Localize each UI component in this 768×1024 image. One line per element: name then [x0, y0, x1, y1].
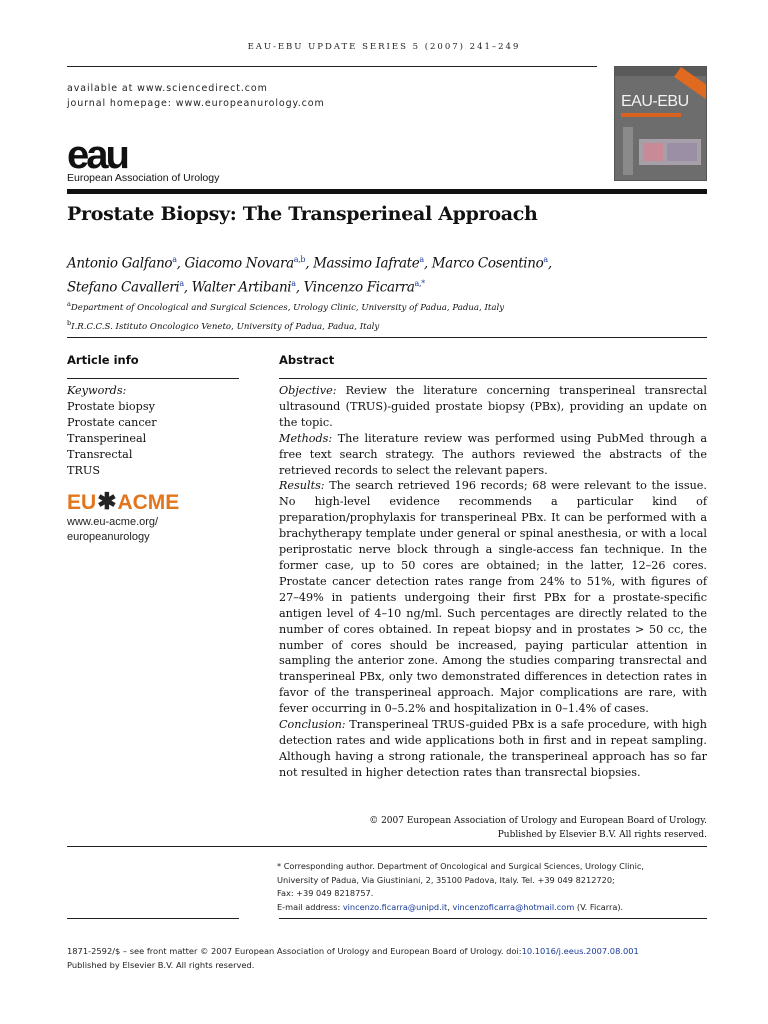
abstract-rule — [279, 378, 707, 379]
keywords-block — [67, 383, 157, 478]
sciencedirect-link[interactable]: available at www.sciencedirect.com — [67, 83, 268, 94]
journal-homepage-link[interactable]: journal homepage: www.europeanurology.com — [67, 98, 325, 109]
author-name: Stefano Cavalleri — [67, 279, 180, 295]
author-affiliation-mark: a — [419, 255, 424, 264]
affiliation-item: $^b$I.R.C.C.S. Istituto Oncologico Veneto, University of Padua, Padua, Italy — [67, 319, 380, 333]
article-info-rule — [67, 378, 239, 379]
cover-image-thumb — [643, 143, 663, 161]
abstract-conclusion: Conclusion: Transperineal TRUS-guided PBx is a safe procedure, with high detection rates and wide applications both in first and in repeat sampling. Although having a strong rationale, the transperineal approach has so far not resulted in higher detection rates than transrectal biopsies. — [279, 718, 707, 779]
availability-block — [67, 81, 325, 111]
author-name: Antonio Galfano — [67, 255, 173, 272]
abstract-methods: Methods: The literature review was performed using PubMed through a free text search strategy. The authors reviewed the abstracts of the retrieved records to select the relevant papers. — [279, 431, 707, 477]
eu-acme-url-path[interactable]: europeanurology — [67, 531, 150, 543]
email-link[interactable]: vincenzoficarra@hotmail.com — [452, 901, 575, 912]
corresponding-author-note: * Corresponding author. Department of Oncological and Surgical Sciences, Urology Clinic, University of Padua, Via Giustiniani, 2, 35100 Padova, Italy. Tel. +39 049 8212720; Fax: +39 049 8218757. E-mail address: vincenzo.ficarra@unipd.it, vincenzoficarra@hotmail.com (V. Ficarra). — [277, 861, 645, 912]
eau-logo-mark: eau — [67, 133, 127, 177]
author-name: Marco Cosentino — [431, 255, 544, 272]
eau-logo-org-name: European Association of Urology — [67, 172, 220, 184]
affiliation-item: $^a$Department of Oncological and Surgical Sciences, Urology Clinic, University of Padua, Padua, Italy — [67, 300, 505, 313]
abstract-objective: Objective: Review the literature concerning transperineal transrectal ultrasound (TRUS)-guided prostate biopsy (PBx), providing an update on the topic. — [279, 384, 707, 429]
cover-image-thumb — [667, 143, 697, 161]
cover-accent-bar — [621, 113, 681, 117]
author-affiliation-mark: a — [543, 255, 548, 264]
abstract-heading: Abstract — [279, 353, 335, 367]
abstract-end-rule — [67, 846, 707, 847]
email-link[interactable]: vincenzo.ficarra@unipd.it — [342, 901, 448, 912]
eu-acme-badge[interactable] — [67, 489, 179, 545]
author-affiliation-mark: a,b — [293, 255, 306, 264]
title-rule — [67, 189, 707, 194]
keyword-item: Prostate biopsy — [67, 399, 155, 413]
author-name: Giacomo Novara — [184, 255, 294, 272]
abstract-results: Results: The search retrieved 196 records; 68 were relevant to the issue. No high-level evidence recommends a particular kind of preparation/prophylaxis for transperineal PBx. It can be performed with a brachytherapy template under general or spinal anesthesia, or with a local periprostatic nerve block through a single-access fan technique. In the former case, up to 50 cores are obtained; in the latter, 12–26 cores. Prostate cancer detection rates range from 24% to 51%, with figures of 27–49% in patients undergoing their first PBx for a prostate-specific antigen level of 4–10 ng/ml. Such percentages are directly related to the number of cores obtained. In repeat biopsy and in prostates > 50 cc, the number of cores should be increased, paying particular attention in sampling the anterior zone. Among the studies comparing transrectal and transperineal PBx, only two demonstrated differences in detection rates in favor of the transperineal approach. Major complications are rare, with fever occurring in 0–5.2% and hospitalization in 0–1.4% of cases. — [279, 479, 707, 716]
eu-acme-logo: EU✱ACME — [67, 488, 180, 514]
author-name: Vincenzo Ficarra — [303, 279, 415, 295]
running-head: EAU-EBU UPDATE SERIES 5 (2007) 241–249 — [247, 42, 521, 52]
keyword-item: TRUS — [67, 463, 100, 477]
eu-acme-url[interactable]: www.eu-acme.org/ — [67, 516, 159, 528]
page-footer: 1871-2592/$ – see front matter © 2007 European Association of Urology and European Board of Urology. doi:10.1016/j.eeus.2007.08.001 Published by Elsevier B.V. All rights reserved. — [67, 946, 639, 970]
abstract-copyright: © 2007 European Association of Urology and European Board of Urology. Published by Elsevier B.V. All rights reserved. — [369, 816, 707, 840]
author-affiliation-mark: a — [179, 278, 184, 288]
keywords-label: Keywords: — [67, 384, 127, 397]
author-name: Walter Artibani — [191, 279, 292, 295]
author-list: Antonio Galfano$^a$, Giacomo Novara$^{a,b}$, Massimo Iafrate$^a$, Marco Cosentino$^a$, Stefano Cavalleri$^a$, Walter Artibani$^a$, Vincenzo Ficarra$^{a,*}$ — [67, 255, 552, 295]
author-affiliation-mark: a — [291, 278, 296, 288]
left-column-end-rule — [67, 918, 239, 919]
author-name: Massimo Iafrate — [313, 255, 420, 272]
affiliations — [67, 297, 504, 336]
keyword-item: Prostate cancer — [67, 415, 157, 429]
article-info-heading: Article info — [67, 353, 139, 367]
right-column-end-rule — [279, 918, 707, 919]
keyword-item: Transrectal — [67, 447, 133, 461]
cover-side-strip — [623, 127, 633, 175]
author-affiliation-mark: a,* — [414, 278, 425, 288]
asterisk-icon: ✱ — [97, 488, 117, 514]
article-title: Prostate Biopsy: The Transperineal Approach — [67, 203, 538, 225]
journal-cover-image — [614, 66, 707, 181]
abstract-body — [279, 383, 707, 781]
author-affiliation-mark: a — [172, 255, 177, 264]
doi-link[interactable]: 10.1016/j.eeus.2007.08.001 — [521, 946, 639, 956]
header-rule — [67, 66, 597, 67]
cover-title: EAU-EBU — [621, 93, 689, 110]
eau-logo — [67, 133, 220, 184]
section-divider — [67, 337, 707, 338]
keyword-item: Transperineal — [67, 431, 147, 445]
